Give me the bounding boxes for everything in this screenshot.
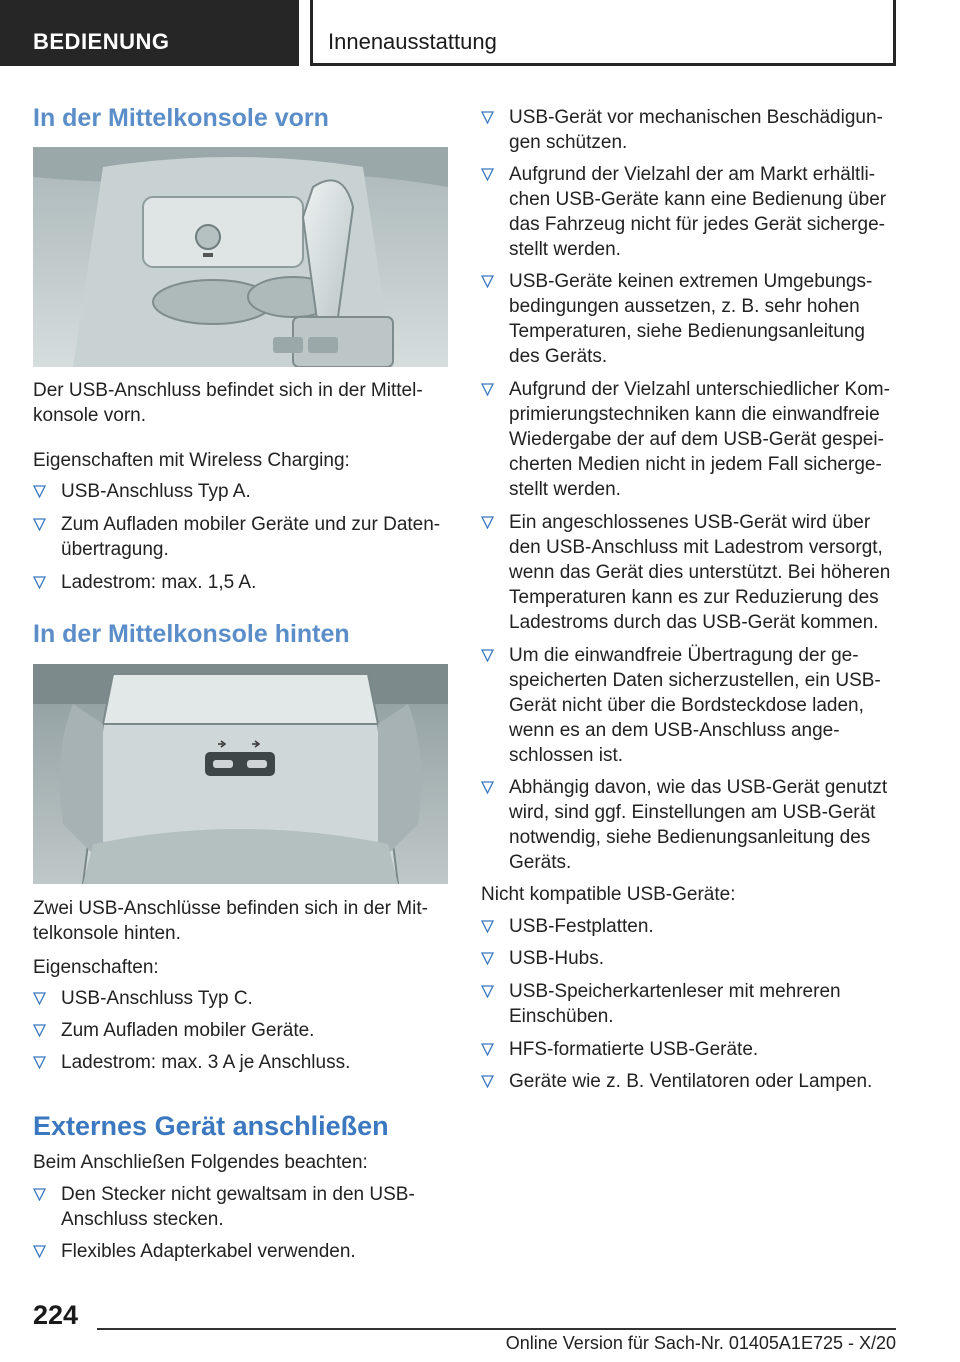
- list-item-text: Ladestroms durch das USB-Gerät kommen.: [509, 612, 879, 633]
- list-item: [481, 1069, 896, 1094]
- triangle-bullet-icon: [481, 516, 494, 529]
- triangle-bullet-icon: [481, 985, 494, 998]
- figure-front-console-usb: [33, 147, 448, 367]
- list-item: [33, 986, 448, 1011]
- list-item-text: gen schützen.: [509, 132, 628, 153]
- list-item-text: Ladestrom: max. 3 A je Anschluss.: [61, 1052, 351, 1073]
- list-item-text: USB-Geräte keinen extremen Umgebungs-: [509, 271, 873, 292]
- paragraph-connect-intro: Beim Anschließen Folgendes beachten:: [33, 1152, 368, 1173]
- triangle-bullet-icon: [481, 275, 494, 288]
- list-item-text: Anschluss stecken.: [61, 1209, 224, 1230]
- triangle-bullet-icon: [481, 649, 494, 662]
- triangle-bullet-icon: [33, 485, 46, 498]
- header-section-label: BEDIENUNG: [33, 29, 170, 54]
- triangle-bullet-icon: [33, 518, 46, 531]
- list-item: [481, 979, 896, 1029]
- list-item: [481, 510, 896, 635]
- footer-version-text: Online Version für Sach-Nr. 01405A1E725 - X/20: [505, 1333, 896, 1353]
- triangle-bullet-icon: [33, 1024, 46, 1037]
- list-item: [33, 570, 448, 595]
- list-item-text: Um die einwandfreie Übertragung der ge-: [509, 645, 859, 666]
- list-item-text: Aufgrund der Vielzahl der am Markt erhältli-: [509, 164, 876, 185]
- list-item-text: Temperaturen kann es zur Reduzierung des: [509, 587, 879, 608]
- list-item-text: USB-Anschluss Typ A.: [61, 481, 251, 502]
- footer-divider: [97, 1328, 896, 1330]
- list-item-text: stellt werden.: [509, 479, 621, 500]
- rear-console-illustration: [33, 664, 448, 884]
- list-item-text: Abhängig davon, wie das USB-Gerät genutzt: [509, 777, 888, 798]
- paragraph-wireless-properties: Eigenschaften mit Wireless Charging:: [33, 450, 350, 471]
- list-item-text: Geräte wie z. B. Ventilatoren oder Lampen.: [509, 1071, 873, 1092]
- list-item-text: chen USB-Geräte kann eine Bedienung über: [509, 189, 887, 210]
- paragraph-incompatible-intro: Nicht kompatible USB-Geräte:: [481, 884, 736, 905]
- triangle-bullet-icon: [481, 1075, 494, 1088]
- list-item: [33, 479, 448, 504]
- triangle-bullet-icon: [33, 992, 46, 1005]
- triangle-bullet-icon: [481, 952, 494, 965]
- list-item-text: cherten Medien nicht in jedem Fall sicherge-: [509, 454, 882, 475]
- list-item-text: wenn es an dem USB-Anschluss ange-: [509, 720, 840, 741]
- list-item: [33, 1018, 448, 1043]
- triangle-bullet-icon: [33, 1245, 46, 1258]
- list-item: [481, 775, 896, 875]
- list-item-text: des Geräts.: [509, 346, 608, 367]
- text-line: Der USB-Anschluss befindet sich in der Mittel-: [33, 380, 423, 401]
- section-title-rear-console: In der Mittelkonsole hinten: [33, 620, 350, 648]
- list-item: [481, 105, 896, 155]
- triangle-bullet-icon: [481, 781, 494, 794]
- list-item: [481, 162, 896, 262]
- front-console-illustration: [33, 147, 448, 367]
- list-item-text: Ein angeschlossenes USB-Gerät wird über: [509, 512, 871, 533]
- list-item: [481, 946, 896, 971]
- list-item-text: das Fahrzeug nicht für jedes Gerät sicherge-: [509, 214, 885, 235]
- triangle-bullet-icon: [481, 111, 494, 124]
- triangle-bullet-icon: [33, 1188, 46, 1201]
- header-chapter-label: Innenausstattung: [328, 29, 497, 54]
- list-item-text: HFS-formatierte USB-Geräte.: [509, 1039, 759, 1060]
- text-line: telkonsole hinten.: [33, 923, 181, 944]
- paragraph-rear-properties: Eigenschaften:: [33, 957, 159, 978]
- triangle-bullet-icon: [481, 383, 494, 396]
- list-item-text: Temperaturen, siehe Bedienungsanleitung: [509, 321, 865, 342]
- list-item: [481, 377, 896, 502]
- list-item-text: stellt werden.: [509, 239, 621, 260]
- figure-rear-console-usb: [33, 664, 448, 884]
- paragraph-front-usb-location: [33, 378, 448, 428]
- text-line: konsole vorn.: [33, 405, 147, 426]
- list-item: [33, 1239, 448, 1264]
- list-item-text: Einschüben.: [509, 1006, 614, 1027]
- list-item: [481, 643, 896, 768]
- triangle-bullet-icon: [33, 1056, 46, 1069]
- header-section-tab: [0, 0, 299, 66]
- list-item: [33, 1050, 448, 1075]
- list-item-text: USB-Speicherkartenleser mit mehreren: [509, 981, 841, 1002]
- triangle-bullet-icon: [481, 920, 494, 933]
- list-item-text: Zum Aufladen mobiler Geräte.: [61, 1020, 315, 1041]
- list-item-text: notwendig, siehe Bedienungsanleitung des: [509, 827, 871, 848]
- text-line: Zwei USB-Anschlüsse befinden sich in der Mit-: [33, 898, 428, 919]
- list-item-text: übertragung.: [61, 539, 169, 560]
- triangle-bullet-icon: [481, 1043, 494, 1056]
- triangle-bullet-icon: [33, 576, 46, 589]
- section-title-front-console: In der Mittelkonsole vorn: [33, 104, 329, 132]
- triangle-bullet-icon: [481, 168, 494, 181]
- list-item-text: Flexibles Adapterkabel verwenden.: [61, 1241, 356, 1262]
- list-item-text: USB-Festplatten.: [509, 916, 654, 937]
- list-item: [481, 269, 896, 369]
- list-item-text: schlossen ist.: [509, 745, 624, 766]
- list-item: [33, 512, 448, 562]
- list-item: [481, 914, 896, 939]
- list-item-text: Ladestrom: max. 1,5 A.: [61, 572, 257, 593]
- header-chapter-tab: [310, 0, 896, 66]
- list-item-text: primierungstechniken kann die einwandfreie: [509, 404, 880, 425]
- list-item-text: Geräts.: [509, 852, 572, 873]
- page-number: 224: [33, 1300, 79, 1330]
- list-item-text: Den Stecker nicht gewaltsam in den USB-: [61, 1184, 415, 1205]
- list-item-text: wird, sind ggf. Einstellungen am USB-Gerät: [509, 802, 876, 823]
- list-item-text: wenn das Gerät dies unterstützt. Bei höheren: [509, 562, 891, 583]
- list-item-text: Wiedergabe der auf dem USB-Gerät gespei-: [509, 429, 884, 450]
- list-item-text: Zum Aufladen mobiler Geräte und zur Daten-: [61, 514, 441, 535]
- list-item-text: USB-Anschluss Typ C.: [61, 988, 253, 1009]
- paragraph-rear-usb-location: [33, 896, 448, 946]
- section-title-connect-device: Externes Gerät anschließen: [33, 1111, 389, 1141]
- list-item-text: Gerät nicht über die Bordsteckdose laden,: [509, 695, 864, 716]
- list-item-text: speicherten Daten sicherzustellen, ein USB-: [509, 670, 881, 691]
- list-item: [33, 1182, 448, 1232]
- list-item-text: bedingungen aussetzen, z. B. sehr hohen: [509, 296, 860, 317]
- list-item-text: USB-Hubs.: [509, 948, 605, 969]
- list-item-text: den USB-Anschluss mit Ladestrom versorgt,: [509, 537, 883, 558]
- list-item-text: Aufgrund der Vielzahl unterschiedlicher Kom-: [509, 379, 890, 400]
- list-item: [481, 1037, 896, 1062]
- list-item-text: USB-Gerät vor mechanischen Beschädigun-: [509, 107, 883, 128]
